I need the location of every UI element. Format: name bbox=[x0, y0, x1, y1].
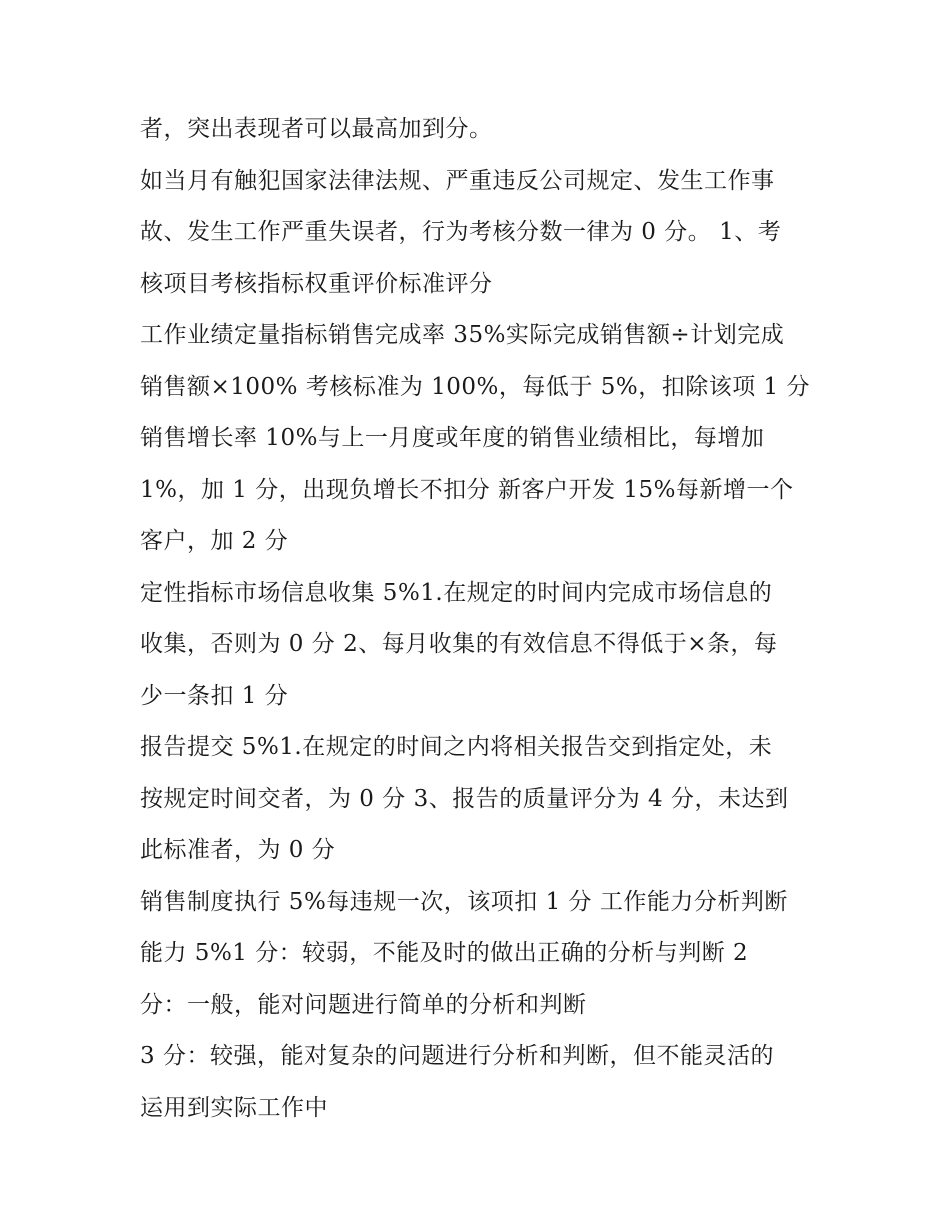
text-line: 者，突出表现者可以最高加到分。 bbox=[140, 116, 493, 142]
text-line: 故、发生工作严重失误者，行为考核分数一律为 0 分。 1、考 bbox=[140, 219, 782, 245]
text-line: 销售制度执行 5%每违规一次，该项扣 1 分 工作能力分析判断 bbox=[140, 888, 788, 915]
text-line: 核项目考核指标权重评价标准评分 bbox=[140, 270, 493, 297]
text-line: 定性指标市场信息收集 5%1.在规定的时间内完成市场信息的 bbox=[140, 579, 773, 606]
text-line: 销售增长率 10%与上一月度或年度的销售业绩相比，每增加 bbox=[140, 425, 765, 451]
text-line: 销售额×100% 考核标准为 100%，每低于 5%，扣除该项 1 分 bbox=[140, 373, 810, 400]
text-line: 运用到实际工作中 bbox=[140, 1094, 328, 1121]
text-line: 如当月有触犯国家法律法规、严重违反公司规定、发生工作事 bbox=[140, 167, 775, 194]
text-line: 此标准者，为 0 分 bbox=[140, 837, 336, 863]
text-line: 少一条扣 1 分 bbox=[140, 682, 289, 709]
text-line: 客户，加 2 分 bbox=[140, 528, 289, 554]
text-line: 1%，加 1 分，出现负增长不扣分 新客户开发 15%每新增一个 bbox=[140, 476, 794, 503]
text-line: 报告提交 5%1.在规定的时间之内将相关报告交到指定处，未 bbox=[140, 734, 773, 760]
text-line: 工作业绩定量指标销售完成率 35%实际完成销售额÷计划完成 bbox=[140, 322, 785, 348]
text-line: 分：一般，能对问题进行简单的分析和判断 bbox=[140, 991, 587, 1018]
text-line: 能力 5%1 分：较弱，不能及时的做出正确的分析与判断 2 bbox=[140, 940, 749, 966]
text-line: 收集，否则为 0 分 2、每月收集的有效信息不得低于×条，每 bbox=[140, 631, 778, 657]
text-line: 3 分：较强，能对复杂的问题进行分析和判断，但不能灵活的 bbox=[140, 1043, 774, 1069]
text-line: 按规定时间交者，为 0 分 3、报告的质量评分为 4 分，未达到 bbox=[140, 785, 789, 812]
document-body bbox=[140, 104, 830, 1134]
